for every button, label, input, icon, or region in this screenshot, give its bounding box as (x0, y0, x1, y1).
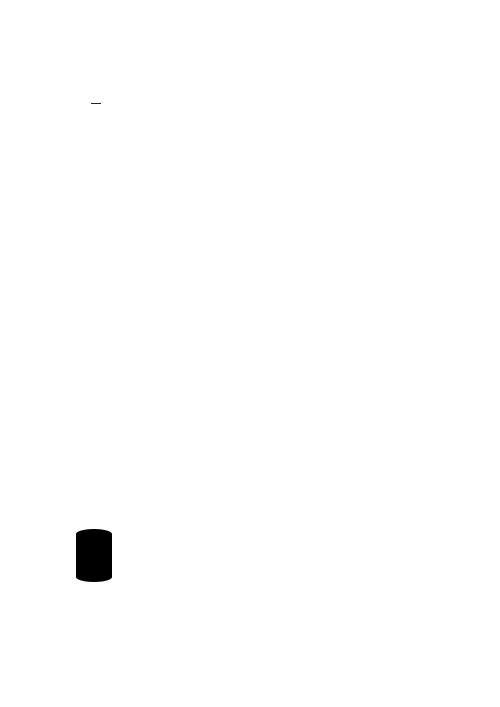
fraction-two-fifths (91, 102, 101, 105)
cylinder-body (76, 534, 112, 582)
cylinder-top (76, 529, 112, 539)
red-cylinder-image (74, 528, 114, 584)
fraction-bar (91, 103, 101, 104)
